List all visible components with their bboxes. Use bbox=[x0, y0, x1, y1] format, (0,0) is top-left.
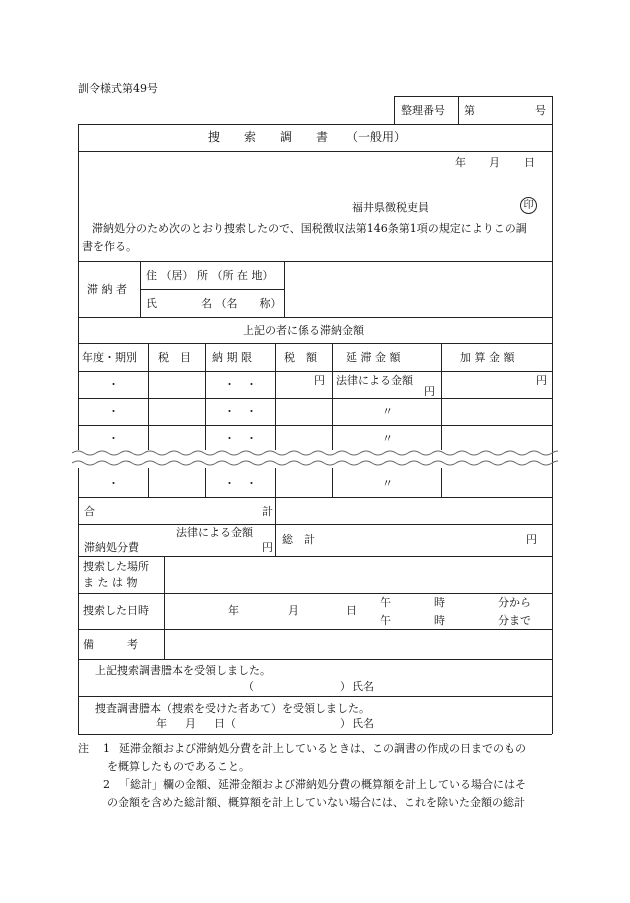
table-row-1-tax-yen: 円 bbox=[314, 374, 325, 387]
note1-number: 1 bbox=[103, 742, 110, 755]
table-row-4-ditto: 〃 bbox=[382, 477, 393, 490]
note1-line2: を概算したものであること。 bbox=[107, 760, 250, 773]
table-row-4-due: ・ ・ bbox=[224, 477, 257, 490]
table-row-1-delinquency-yen: 円 bbox=[424, 385, 435, 398]
total-label-left: 合 bbox=[84, 505, 95, 518]
name-label: 氏 名 （名 称） bbox=[146, 297, 282, 310]
table-row-2-due: ・ ・ bbox=[224, 405, 257, 418]
table-row-3-due: ・ ・ bbox=[224, 432, 257, 445]
search-datetime-day: 日 bbox=[346, 604, 357, 617]
date-year: 年 bbox=[455, 156, 466, 169]
reference-suffix: 号 bbox=[535, 104, 546, 117]
disposal-cost-label: 滞納処分費 bbox=[84, 541, 139, 554]
search-place-label-line1: 捜索した場所 bbox=[83, 560, 149, 573]
search-place-label-line2: ま た は 物 bbox=[83, 576, 138, 589]
search-datetime-year: 年 bbox=[228, 604, 239, 617]
date-day: 日 bbox=[524, 156, 535, 169]
search-datetime-month: 月 bbox=[288, 604, 299, 617]
intro-text-line2: 書を作る。 bbox=[82, 240, 137, 253]
search-start-hour: 時 bbox=[434, 596, 445, 609]
note2-number: 2 bbox=[103, 778, 110, 791]
col-header-tax-item: 税 目 bbox=[158, 351, 191, 364]
official-title: 福井県徴税吏員 bbox=[352, 201, 429, 214]
table-row-3-period: ・ bbox=[108, 432, 119, 445]
search-end-hour: 時 bbox=[434, 614, 445, 627]
address-label: 住 （居） 所 （所 在 地） bbox=[146, 269, 274, 282]
receipt1-paren-open: （ bbox=[243, 680, 254, 693]
table-break-wave bbox=[72, 447, 558, 471]
grand-total-yen: 円 bbox=[526, 533, 537, 546]
grand-total-label: 総 計 bbox=[282, 533, 315, 546]
receipt1-text: 上記捜索調書謄本を受領しました。 bbox=[95, 664, 271, 677]
note2-line2: の金額を含めた総計額、概算額を計上していない場合には、これを除いた金額の総計 bbox=[107, 796, 525, 809]
table-row-2-ditto: 〃 bbox=[382, 405, 393, 418]
search-start-ampm: 午 bbox=[380, 596, 391, 609]
table-row-1-due: ・ ・ bbox=[224, 378, 257, 391]
col-header-period: 年度・期別 bbox=[82, 351, 137, 364]
disposal-cost-yen: 円 bbox=[262, 541, 273, 554]
notes-label: 注 bbox=[78, 742, 89, 755]
table-row-1-period: ・ bbox=[108, 378, 119, 391]
arrears-heading: 上記の者に係る滞納金額 bbox=[243, 324, 364, 337]
form-id: 訓令様式第49号 bbox=[78, 82, 158, 95]
col-header-additional: 加 算 金 額 bbox=[460, 351, 515, 364]
receipt1-paren-close: ） bbox=[340, 680, 351, 693]
note2-line1: 「総計」欄の金額、延滞金額および滞納処分費の概算額を計上している場合にはそ bbox=[119, 778, 526, 791]
search-start-from: 分から bbox=[498, 596, 531, 609]
table-row-2-period: ・ bbox=[108, 405, 119, 418]
receipt2-name-label: 氏名 bbox=[352, 717, 374, 730]
col-header-delinquency: 延 滞 金 額 bbox=[346, 351, 401, 364]
receipt2-year: 年 bbox=[156, 717, 167, 730]
receipt2-day: 日（ bbox=[214, 717, 236, 730]
search-end-until: 分まで bbox=[498, 614, 531, 627]
search-datetime-label: 捜索した日時 bbox=[83, 604, 149, 617]
table-row-3-ditto: 〃 bbox=[382, 432, 393, 445]
receipt2-paren-close: ） bbox=[340, 717, 351, 730]
note1-line1: 延滞金額および滞納処分費を計上しているときは、この調書の作成の日までのもの bbox=[119, 742, 526, 755]
total-label-right: 計 bbox=[262, 505, 273, 518]
disposal-legal-amount: 法律による金額 bbox=[176, 526, 253, 539]
receipt2-month: 月 bbox=[185, 717, 196, 730]
table-row-4-period: ・ bbox=[108, 477, 119, 490]
table-row-1-legal-amount: 法律による金額 bbox=[336, 374, 413, 387]
taxpayer-label: 滞 納 者 bbox=[87, 283, 127, 296]
search-end-ampm: 午 bbox=[380, 614, 391, 627]
intro-text-line1: 滞納処分のため次のとおり捜索したので、国税徴収法第146条第1項の規定によりこの調 bbox=[92, 222, 527, 235]
page-title: 捜 索 調 書 （一般用） bbox=[208, 130, 407, 144]
receipt1-name-label: 氏名 bbox=[352, 680, 374, 693]
table-row-1-additional-yen: 円 bbox=[536, 374, 547, 387]
col-header-tax-amount: 税 額 bbox=[284, 351, 317, 364]
col-header-due-date: 納 期 限 bbox=[212, 351, 252, 364]
date-month: 月 bbox=[489, 156, 500, 169]
seal-mark: 印 bbox=[520, 197, 537, 214]
remarks-label: 備 考 bbox=[83, 638, 138, 651]
receipt2-text: 捜査調書謄本（捜索を受けた者あて）を受領しました。 bbox=[95, 702, 370, 715]
reference-label: 整理番号 bbox=[401, 104, 445, 117]
reference-prefix: 第 bbox=[464, 104, 475, 117]
